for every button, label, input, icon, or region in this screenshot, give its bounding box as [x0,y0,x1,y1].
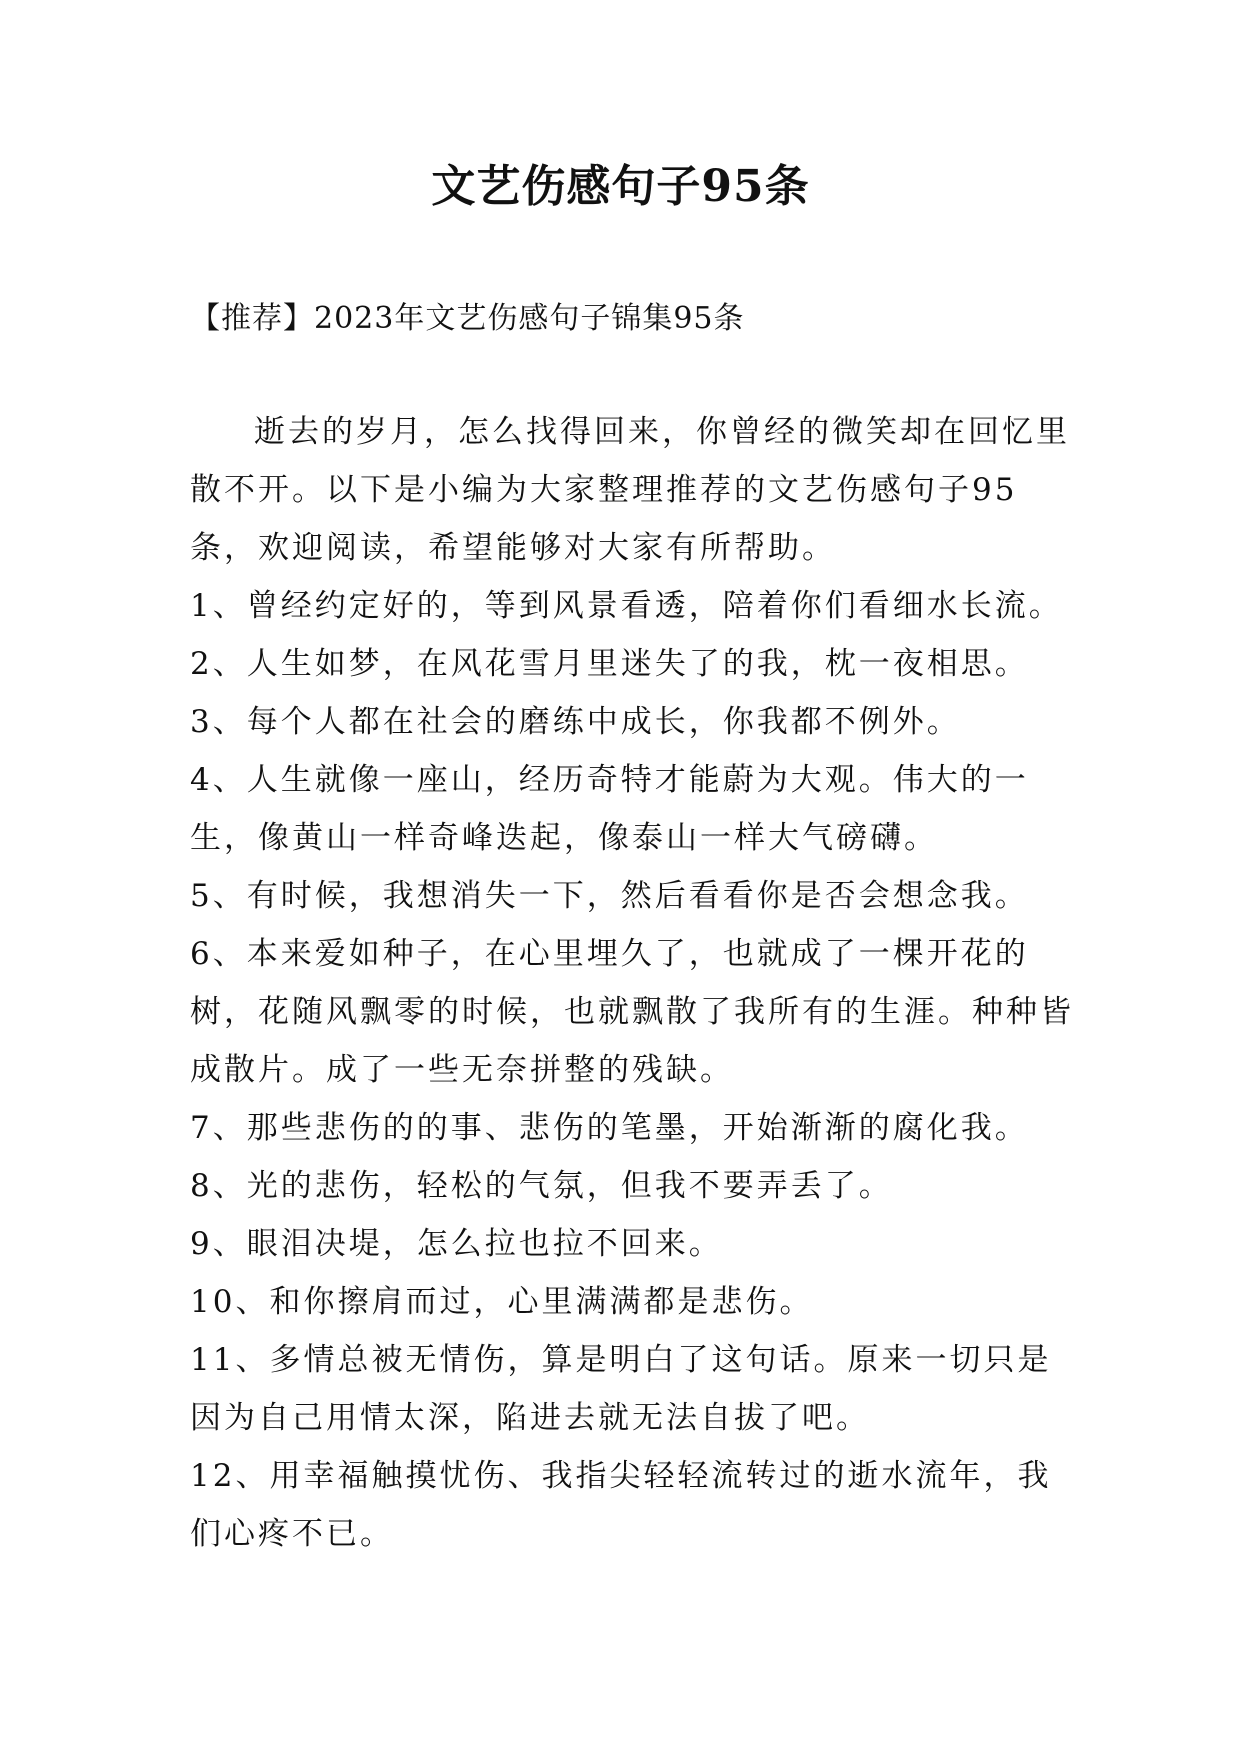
list-item: 7、那些悲伤的的事、悲伤的笔墨，开始渐渐的腐化我。 [190,1110,1029,1146]
list-item: 11、多情总被无情伤，算是明白了这句话。原来一切只是因为自己用情太深，陷进去就无法自拔了吧。 [190,1342,1052,1436]
list-item: 3、每个人都在社会的磨练中成长，你我都不例外。 [190,704,961,740]
document-subtitle: 【推荐】2023年文艺伤感句子锦集95条 [190,301,745,336]
list-item: 6、本来爱如种子，在心里埋久了，也就成了一棵开花的树，花随风飘零的时候，也就飘散了我所有的生涯。种种皆成散片。成了一些无奈拼整的残缺。 [190,936,1074,1088]
list-item: 4、人生就像一座山，经历奇特才能蔚为大观。伟大的一生，像黄山一样奇峰迭起，像泰山一样大气磅礴。 [190,762,1029,856]
document-body [190,403,1080,1563]
list-item: 10、和你擦肩而过，心里满满都是悲伤。 [190,1284,814,1320]
list-item: 12、用幸福触摸忧伤、我指尖轻轻流转过的逝水流年，我们心疼不已。 [190,1458,1052,1552]
list-item: 9、眼泪决堤，怎么拉也拉不回来。 [190,1226,723,1262]
list-item: 1、曾经约定好的，等到风景看透，陪着你们看细水长流。 [190,588,1063,624]
intro-paragraph: 逝去的岁月，怎么找得回来，你曾经的微笑却在回忆里散不开。以下是小编为大家整理推荐的文艺伤感句子95条，欢迎阅读，希望能够对大家有所帮助。 [190,414,1070,566]
document-title: 文艺伤感句子95条 [431,161,810,212]
list-item: 8、光的悲伤，轻松的气氛，但我不要弄丢了。 [190,1168,893,1204]
list-item: 2、人生如梦，在风花雪月里迷失了的我，枕一夜相思。 [190,646,1029,682]
list-item: 5、有时候，我想消失一下，然后看看你是否会想念我。 [190,878,1029,914]
